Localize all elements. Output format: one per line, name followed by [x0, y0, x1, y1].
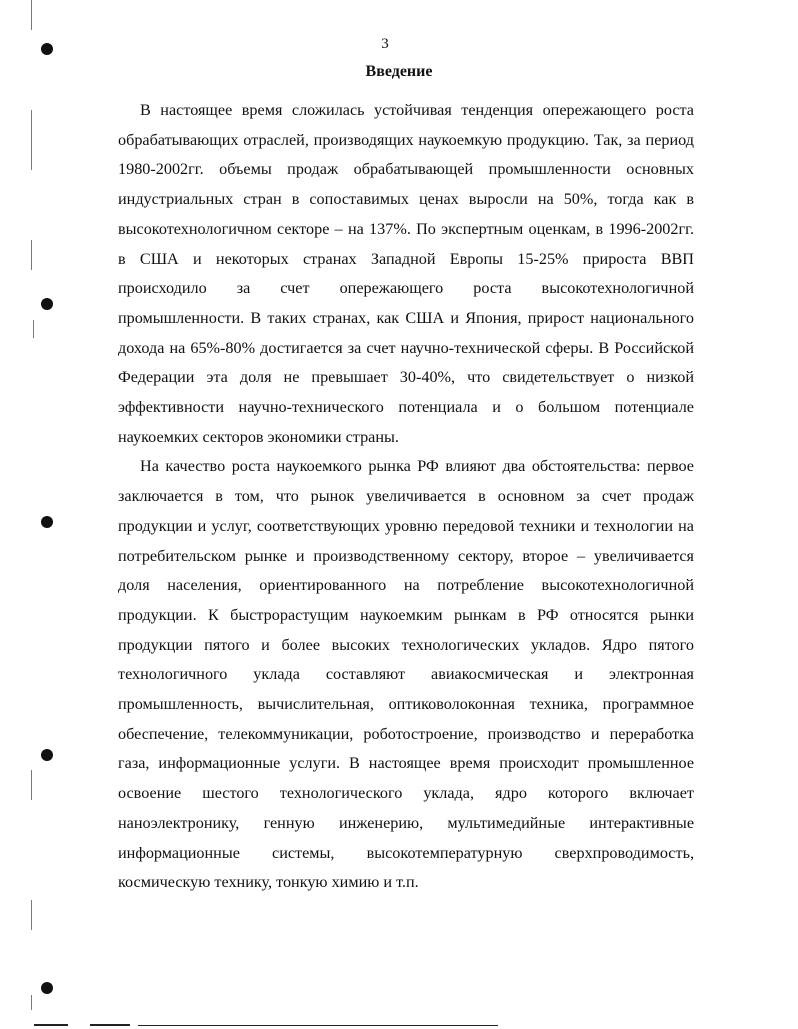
scan-edge-line: [31, 995, 32, 1010]
binder-hole-3: [41, 516, 53, 528]
scan-edge-line: [33, 320, 34, 338]
scan-edge-line: [31, 110, 32, 170]
binder-hole-5: [41, 982, 53, 994]
paragraph: На качество роста наукоемкого рынка РФ влияют два обстоятельства: первое заключается в том, что рынок увеличивается в основном за счет продаж продукции и услуг, соответствующих уровню передовой техники и технологии на потребительском рынке и производственному сектору, второе – увеличивается доля населения, ориентированного на потребление высокотехнологичной продукции. К быстрорастущим наукоемким рынкам в РФ относятся рынки продукции пятого и более высоких технологических укладов. Ядро пятого технологичного уклада составляют авиакосмическая и электронная промышленность, вычислительная, оптиковолоконная техника, программное обеспечение, телекоммуникации, роботостроение, производство и переработка газа, информационные услуги. В настоящее время происходит промышленное освоение шестого технологического уклада, ядро которого включает наноэлектронику, генную инженерию, мультимедийные интерактивные информационные системы, высокотемпературную сверхпроводимость, космическую технику, тонкую химию и т.п.: [118, 457, 694, 892]
body-text: [118, 96, 694, 898]
scan-edge-line: [31, 900, 32, 930]
section-title: Введение: [365, 63, 433, 80]
binder-hole-4: [41, 749, 53, 761]
scan-edge-line: [31, 770, 32, 800]
paragraph: В настоящее время сложилась устойчивая тенденция опережающего роста обрабатывающих отраслей, производящих наукоемкую продукцию. Так, за период 1980-2002гг. объемы продаж обрабатывающей промышленности основных индустриальных стран в сопоставимых ценах выросли на 50%, тогда как в высокотехнологичном секторе – на 137%. По экспертным оценкам, в 1996-2002гг. в США и некоторых странах Западной Европы 15-25% прироста ВВП происходило за счет опережающего роста высокотехнологичной промышленности. В таких странах, как США и Япония, прирост национального дохода на 65%-80% достигается за счет научно-технической сферы. В Российской Федерации эта доля не превышает 30-40%, что свидетельствует о низкой эффективности научно-технического потенциала и о большом потенциале наукоемких секторов экономики страны.: [118, 101, 694, 446]
binder-hole-2: [41, 298, 53, 310]
scan-bottom-edge: [90, 1024, 130, 1026]
scan-bottom-edge: [138, 1025, 498, 1026]
scan-edge-line: [31, 240, 32, 270]
scan-edge-line: [31, 0, 32, 30]
scan-bottom-edge: [34, 1024, 68, 1026]
page-number: 3: [381, 36, 389, 52]
